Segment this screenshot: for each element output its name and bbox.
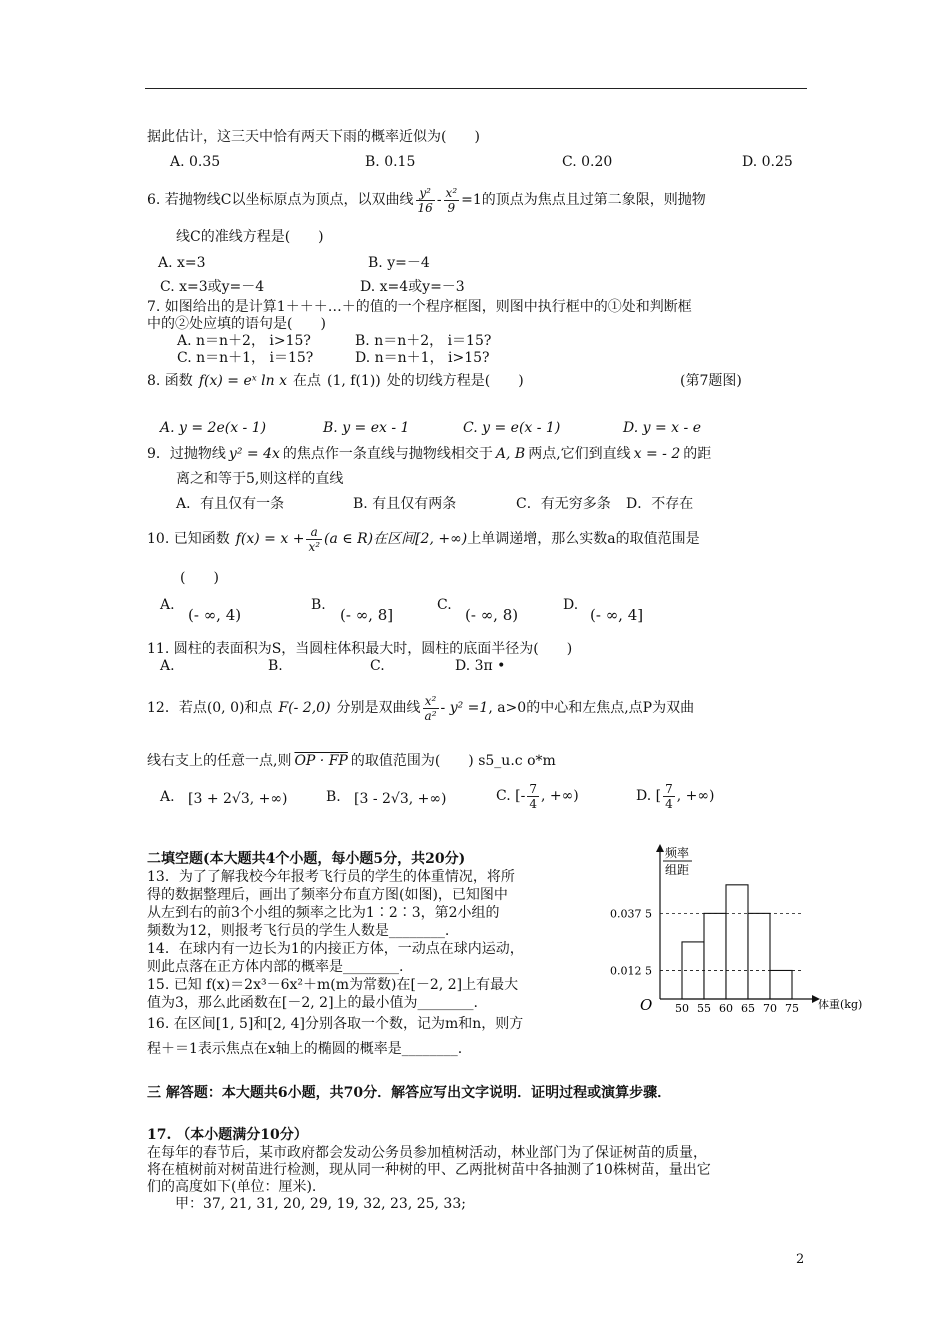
q8-pre: 8. 函数 <box>147 373 193 389</box>
q13-line3: 从左到右的前3个小组的频率之比为1∶2∶3，第2小组的 <box>147 905 500 921</box>
q12-line2-pre: 线右支上的任意一点,则 <box>147 753 292 769</box>
q10-option-b-value: (- ∞, 8] <box>340 606 394 624</box>
x-tick-65: 65 <box>741 1002 755 1012</box>
q8-option-a: A. y = 2e(x - 1) <box>160 420 267 436</box>
q12-option-d-post: , +∞) <box>676 788 715 804</box>
q6-option-b: B. y=－4 <box>368 255 430 271</box>
q9-pre: 9．过抛物线 <box>147 446 226 462</box>
q10-option-d-label: D. <box>563 597 579 613</box>
q11-option-c: C. <box>370 658 385 674</box>
q12-option-d <box>636 776 715 816</box>
q9-post: 的距 <box>683 446 712 462</box>
x-tick-55: 55 <box>697 1002 711 1012</box>
q12-option-c-frac <box>527 782 539 811</box>
q5-option-c: C. 0.20 <box>562 154 613 170</box>
page-number: 2 <box>796 1252 805 1267</box>
q10-option-c-label: C. <box>437 597 452 613</box>
frequency-histogram <box>600 842 900 1012</box>
x-tick-60: 60 <box>719 1002 733 1012</box>
q12-option-d-den: 4 <box>665 796 673 811</box>
y-axis-arrow-icon <box>656 844 664 852</box>
q9-option-b: B. 有且仅有两条 <box>353 496 457 512</box>
q10-function: f(x) = x + <box>235 531 305 547</box>
q6-option-c: C. x=3或y=－4 <box>160 279 265 295</box>
q12-frac-den: a² <box>424 708 437 723</box>
q8-stem <box>147 372 524 390</box>
q6-option-d: D. x=4或y=－3 <box>360 279 465 295</box>
bar-70-75 <box>770 970 792 999</box>
q7-option-b: B. n＝n＋2， i＝15? <box>355 333 492 349</box>
q10-option-b-label: B. <box>311 597 326 613</box>
q12-option-b-value: [3 - 2√3, +∞) <box>354 791 447 807</box>
y-tick-1: 0.012 5 <box>610 964 652 978</box>
q12-frac <box>423 694 439 723</box>
q9-line: x = - 2 <box>633 446 681 462</box>
q10-option-a-label: A. <box>160 597 175 613</box>
histogram-bars <box>682 885 792 999</box>
q5-option-d: D. 0.25 <box>742 154 793 170</box>
q12-option-d-frac <box>663 782 675 811</box>
q13-line1: 13．为了了解我校今年报考飞行员的学生的体重情况，将所 <box>147 869 515 885</box>
q10-stem-line1 <box>147 519 700 559</box>
q16-line1: 16. 在区间[1, 5]和[2, 4]分别各取一个数，记为m和n，则方 <box>147 1016 524 1032</box>
q6-frac-y <box>416 186 435 215</box>
q12-line2-post: 的取值范围为( ) s5_u.c o*m <box>350 753 556 769</box>
q9-option-c: C．有无穷多条 <box>516 496 611 512</box>
q12-vector: OP · FP <box>294 753 348 769</box>
q10-option-d-value: (- ∞, 4] <box>590 606 644 624</box>
q6-frac-y-num: y² <box>416 186 435 201</box>
q17-line1: 在每年的春节后，某市政府都会发动公务员参加植树活动，林业部门为了保证树苗的质量， <box>147 1145 707 1161</box>
q12-option-c-label: C. <box>496 788 511 804</box>
q14-line1: 14．在球内有一边长为1的内接正方体，一动点在球内运动， <box>147 941 524 957</box>
q12-point: F(- 2,0) <box>278 700 331 716</box>
q8-option-c: C. y = e(x - 1) <box>463 420 561 436</box>
q12-equation: - y² =1 <box>440 700 489 716</box>
q12-stem-line2 <box>147 752 556 770</box>
q8-option-b: B. y = ex - 1 <box>323 420 410 436</box>
q11-option-d: D. 3π • <box>455 658 506 674</box>
q6-frac-x-den: 9 <box>447 200 456 215</box>
q10-condition: (a ∈ R)在区间[2, +∞) <box>324 531 468 547</box>
q10-post: 上单调递增，那么实数a的取值范围是 <box>467 531 700 547</box>
q12-option-d-pre: [ <box>655 788 662 804</box>
q10-pre: 10. 已知函数 <box>147 531 230 547</box>
x-tick-70: 70 <box>763 1002 777 1012</box>
bar-65-70 <box>748 913 770 999</box>
q5-option-b: B. 0.15 <box>365 154 416 170</box>
bar-60-65 <box>726 885 748 999</box>
q12-option-d-label: D. <box>636 788 652 804</box>
q12-stem-line1 <box>147 688 694 728</box>
q6-pre: 6. 若抛物线C以坐标原点为顶点，以双曲线 <box>147 192 414 208</box>
q8-point: (1, f(1)) <box>327 373 381 389</box>
q9-mid1: 的焦点作一条直线与抛物线相交于 <box>282 446 493 462</box>
q10-frac-num: a <box>306 525 322 540</box>
q7-option-d: D. n＝n＋1， i>15? <box>355 350 490 366</box>
q6-frac-y-den: 16 <box>417 200 433 215</box>
q6-option-a: A. x=3 <box>158 255 206 271</box>
q10-stem-line2: ( ) <box>180 570 219 586</box>
x-label: 体重(kg) <box>818 998 863 1011</box>
x-tick-50: 50 <box>675 1002 689 1012</box>
q6-stem-line1 <box>147 180 706 220</box>
q13-line2: 得的数据整理后，画出了频率分布直方图(如图)，已知图中 <box>147 887 508 903</box>
header-rule <box>145 88 807 89</box>
q12-option-a-label: A. <box>160 789 175 805</box>
x-tick-labels <box>675 1002 799 1012</box>
q10-frac-den: x² <box>308 539 321 554</box>
q16-line2: 程＋＝1表示焦点在x轴上的椭圆的概率是________. <box>147 1041 463 1057</box>
q8-option-d: D. y = x - e <box>623 420 701 436</box>
q17-data-jia: 甲：37, 21, 31, 20, 29, 19, 32, 23, 25, 33; <box>175 1196 466 1212</box>
q8-function: f(x) = eˣ ln x <box>198 373 287 389</box>
q11-stem: 11. 圆柱的表面积为S，当圆柱体积最大时，圆柱的底面半径为( ) <box>147 641 573 657</box>
q9-equation: y² = 4x <box>228 446 280 462</box>
q9-mid2: 两点,它们到直线 <box>528 446 631 462</box>
q6-post: =1的顶点为焦点且过第二象限，则抛物 <box>461 192 706 208</box>
q12-option-a-value: [3 + 2√3, +∞) <box>188 791 288 807</box>
section3-title: 三 解答题：本大题共6小题，共70分．解答应写出文字说明．证明过程或演算步骤． <box>147 1085 672 1101</box>
section2-title: 二填空题(本大题共4个小题，每小题5分，共20分) <box>147 851 466 867</box>
q17-line2: 将在植树前对树苗进行检测，现从同一种树的甲、乙两批树苗中各抽测了10株树苗，量出它 <box>147 1162 711 1178</box>
q12-post: , a>0的中心和左焦点,点P为双曲 <box>488 700 695 716</box>
y-tick-labels <box>610 907 652 977</box>
bar-55-60 <box>704 913 726 999</box>
q9-stem-line1 <box>147 445 711 463</box>
q12-option-c-num: 7 <box>529 781 537 796</box>
origin-label: O <box>640 996 653 1012</box>
q12-option-d-num: 7 <box>665 781 673 796</box>
x-tick-75: 75 <box>785 1002 799 1012</box>
q7-option-a: A. n＝n＋2， i>15? <box>177 333 311 349</box>
q14-line2: 则此点落在正方体内部的概率是________. <box>147 959 404 975</box>
q10-option-a-value: (- ∞, 4) <box>188 606 242 624</box>
q12-frac-num: x² <box>423 694 439 709</box>
q6-minus: - <box>436 192 442 208</box>
q11-option-b: B. <box>268 658 283 674</box>
q10-frac <box>306 525 322 554</box>
q11-option-a: A. <box>160 658 175 674</box>
q6-frac-x-num: x² <box>445 185 458 200</box>
q12-option-b-label: B. <box>326 789 341 805</box>
q9-stem-line2: 离之和等于5,则这样的直线 <box>176 471 344 487</box>
q12-mid: 分别是双曲线 <box>336 700 421 716</box>
q17-line3: 们的高度如下(单位：厘米). <box>147 1179 317 1195</box>
q7-stem-line1: 7. 如图给出的是计算1＋＋＋…＋的值的一个程序框图，则图中执行框中的①处和判断框 <box>147 299 692 315</box>
q12-option-c-den: 4 <box>529 796 537 811</box>
q10-option-c-value: (- ∞, 8) <box>465 606 519 624</box>
q5-stem: 据此估计，这三天中恰有两天下雨的概率近似为( ) <box>147 129 480 145</box>
q12-option-c-pre: [- <box>515 788 526 804</box>
q9-points: A, B <box>495 446 526 462</box>
q15-line2: 值为3，那么此函数在[－2, 2]上的最小值为________. <box>147 995 478 1011</box>
q6-stem-line2: 线C的准线方程是( ) <box>176 229 324 245</box>
q12-option-c <box>496 776 579 816</box>
q12-option-c-post: , +∞) <box>540 788 579 804</box>
q5-option-a: A. 0.35 <box>170 154 221 170</box>
q13-line4: 频数为12，则报考飞行员的学生人数是________. <box>147 923 450 939</box>
q9-option-a: A．有且仅有一条 <box>176 496 285 512</box>
y-label-top: 频率 <box>665 846 690 860</box>
y-label-bottom: 组距 <box>665 863 690 877</box>
q8-post: 处的切线方程是( ) <box>386 373 524 389</box>
q12-pre: 12．若点(0, 0)和点 <box>147 700 273 716</box>
q6-frac-x <box>444 186 460 215</box>
q8-figure-caption: (第7题图) <box>680 373 742 389</box>
q7-stem-line2: 中的②处应填的语句是( ) <box>147 316 326 332</box>
q17-heading: 17. （本小题满分10分） <box>147 1127 308 1143</box>
q15-line1: 15. 已知 f(x)＝2x³－6x²＋m(m为常数)在[－2, 2]上有最大 <box>147 977 519 993</box>
q9-option-d: D．不存在 <box>626 496 694 512</box>
q7-option-c: C. n＝n＋1， i＝15? <box>177 350 314 366</box>
q8-mid: 在点 <box>293 373 321 389</box>
y-tick-0: 0.037 5 <box>610 907 652 921</box>
